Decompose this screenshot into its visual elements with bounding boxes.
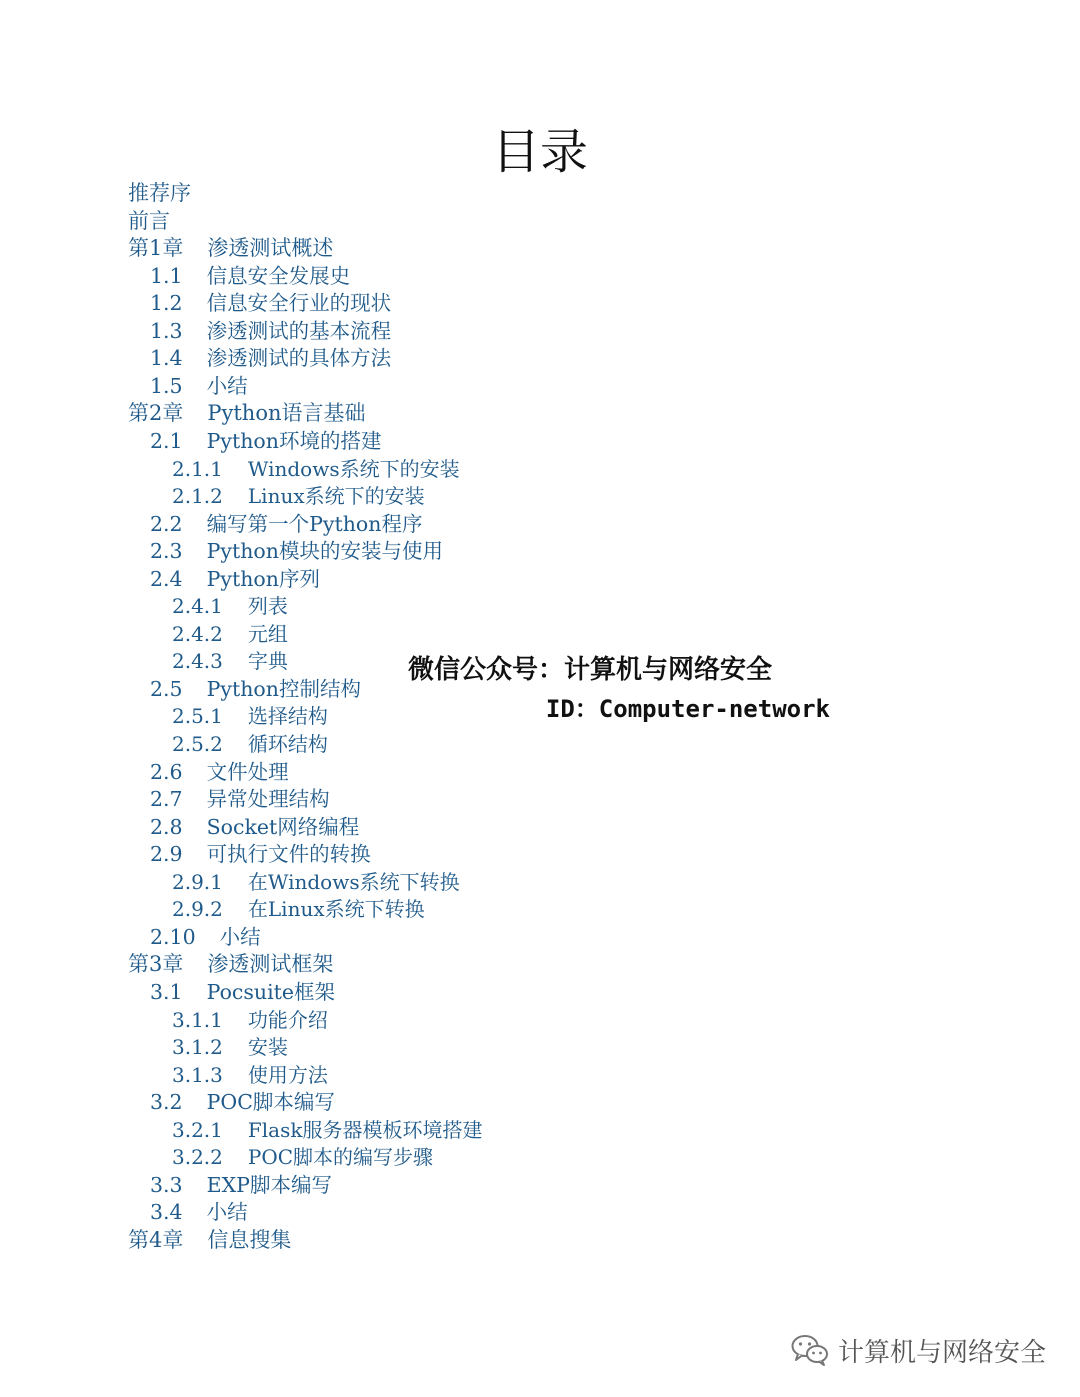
toc-entry-title: 功能介绍 [247,1007,328,1032]
toc-entry [128,951,333,977]
toc-entry-number: 2.10 [150,924,196,949]
toc-entry-number: 2.5.1 [172,704,223,729]
toc-entry-title: 在Linux系统下转换 [247,897,425,922]
toc-entry-number: 3.2 [150,1090,183,1115]
toc-entry [172,869,460,895]
toc-entry [150,841,371,867]
toc-entry-title: 信息安全行业的现状 [206,291,392,316]
toc-entry [150,345,391,371]
toc-entry [150,428,381,454]
toc-entry [150,1172,332,1198]
toc-entry-number: 2.1.1 [172,456,223,481]
toc-entry [150,814,359,840]
toc-entry-number: 2.8 [150,814,183,839]
toc-entry-title: 小结 [206,373,248,398]
page-title: 目录 [491,124,588,180]
toc-entry [150,511,422,537]
toc-entry-number: 2.4.3 [172,649,223,674]
toc-entry [150,263,350,289]
toc-entry-title: 信息安全发展史 [206,263,351,288]
toc-entry-number: 3.1.1 [172,1007,223,1032]
toc-entry [150,1089,335,1115]
toc-entry-number: 3.2.2 [172,1145,223,1170]
toc-entry-title: 文件处理 [206,759,289,784]
toc-entry [150,566,320,592]
toc-entry-number: 第1章 [128,236,184,261]
toc-entry [128,400,366,426]
toc-entry [172,896,425,922]
toc-entry-title: 推荐序 [128,181,191,205]
footer-brand [790,1330,1046,1370]
toc-entry-title: 列表 [247,594,288,619]
toc-entry-title: 元组 [247,621,288,646]
toc-entry [172,456,460,482]
toc-entry-number: 2.1 [150,428,183,453]
toc-entry-title: Python语言基础 [207,401,366,426]
toc-entry-number: 3.2.1 [172,1117,223,1142]
toc-entry-number: 2.3 [150,539,183,564]
toc-entry-title: 小结 [206,1200,248,1225]
watermark-account-id: ID：Computer-network [545,695,830,723]
toc-entry-title: 选择结构 [247,704,328,729]
toc-entry [150,373,248,399]
toc-entry [172,1062,328,1088]
toc-entry-number: 2.5 [150,676,183,701]
watermark-account-name: 微信公众号：计算机与网络安全 [408,655,773,685]
toc-entry-number: 2.9 [150,842,183,867]
toc-entry-title: Python模块的安装与使用 [206,539,443,564]
toc-entry-title: 使用方法 [247,1062,328,1087]
toc-entry [150,1199,248,1225]
toc-entry-title: 渗透测试的基本流程 [206,318,392,343]
toc-entry [172,703,328,729]
toc-entry [172,483,425,509]
toc-entry-number: 1.2 [150,291,183,316]
toc-entry-number: 1.4 [150,346,183,371]
toc-entry-number: 2.9.2 [172,897,223,922]
toc-entry-number: 3.1.2 [172,1035,223,1060]
footer-brand-name: 计算机与网络安全 [837,1337,1046,1368]
toc-entry [150,290,391,316]
toc-entry-title: Python环境的搭建 [206,428,382,453]
toc-entry-number: 2.9.1 [172,869,223,894]
toc-entry [172,1117,482,1143]
toc-entry-title: Socket网络编程 [206,814,360,839]
toc-entry-number: 3.1.3 [172,1062,223,1087]
toc-entry-number: 第3章 [128,952,184,977]
toc-entry-title: 循环结构 [247,732,328,756]
toc-entry [150,786,330,812]
toc-entry [128,180,191,206]
toc-entry [128,1227,291,1253]
toc-entry-title: 安装 [247,1035,288,1060]
toc-entry-title: 异常处理结构 [206,787,330,812]
toc-entry-number: 第2章 [128,401,184,426]
toc-entry-number: 第4章 [128,1227,184,1252]
toc-entry-number: 2.4 [150,566,183,591]
toc-entry [172,1007,328,1033]
toc-entry-title: 渗透测试的具体方法 [206,346,392,371]
toc-entry-title: EXP脚本编写 [206,1172,332,1197]
toc-entry-number: 2.5.2 [172,732,223,756]
toc-entry [172,621,288,647]
toc-entry-title: POC脚本编写 [206,1090,335,1115]
toc-entry-number: 2.6 [150,759,183,784]
toc-entry-title: 在Windows系统下转换 [247,869,460,894]
toc-entry [150,759,289,785]
toc-entry-number: 2.2 [150,511,183,536]
toc-entry-number: 2.4.2 [172,621,223,646]
toc-entry [150,979,335,1005]
toc-entry-number: 1.5 [150,373,183,398]
toc-entry [172,593,288,619]
toc-entry-title: Python控制结构 [206,676,361,701]
toc-entry-number: 3.3 [150,1172,183,1197]
toc-entry [150,676,361,702]
wechat-icon [790,1333,830,1367]
toc-entry-number: 3.4 [150,1200,183,1225]
toc-entry-number: 1.1 [150,263,183,288]
toc-entry [150,318,391,344]
toc-entry-title: Linux系统下的安装 [247,484,425,509]
toc-entry [172,1034,288,1060]
toc-entry-title: 信息搜集 [207,1227,292,1252]
toc-entry [150,924,261,950]
toc-entry-title: Windows系统下的安装 [247,456,460,481]
toc-entry [172,648,288,674]
toc-entry-title: Python序列 [206,566,320,591]
watermark [408,652,830,726]
toc-entry-title: 字典 [247,649,288,674]
toc-entry [150,538,443,564]
toc-entry-number: 2.4.1 [172,594,223,619]
toc-entry-title: 编写第一个Python程序 [206,511,423,536]
toc-entry [128,235,333,261]
toc-entry-number: 2.1.2 [172,484,223,509]
toc-entry-title: Flask服务器模板环境搭建 [247,1117,483,1142]
toc-entry-title: 可执行文件的转换 [206,842,371,867]
toc-entry [172,731,328,757]
toc-entry-number: 2.7 [150,787,183,812]
toc-entry-title: POC脚本的编写步骤 [247,1145,434,1170]
toc-entry-title: Pocsuite框架 [206,979,336,1004]
toc-entry [128,208,170,234]
toc-entry-title: 渗透测试框架 [207,952,334,977]
toc-entry-title: 渗透测试概述 [207,236,334,261]
toc-entry-title: 小结 [219,924,261,949]
toc-entry-title: 前言 [128,208,170,233]
toc-entry-number: 1.3 [150,318,183,343]
toc-entry [172,1144,433,1170]
toc-entry-number: 3.1 [150,979,183,1004]
